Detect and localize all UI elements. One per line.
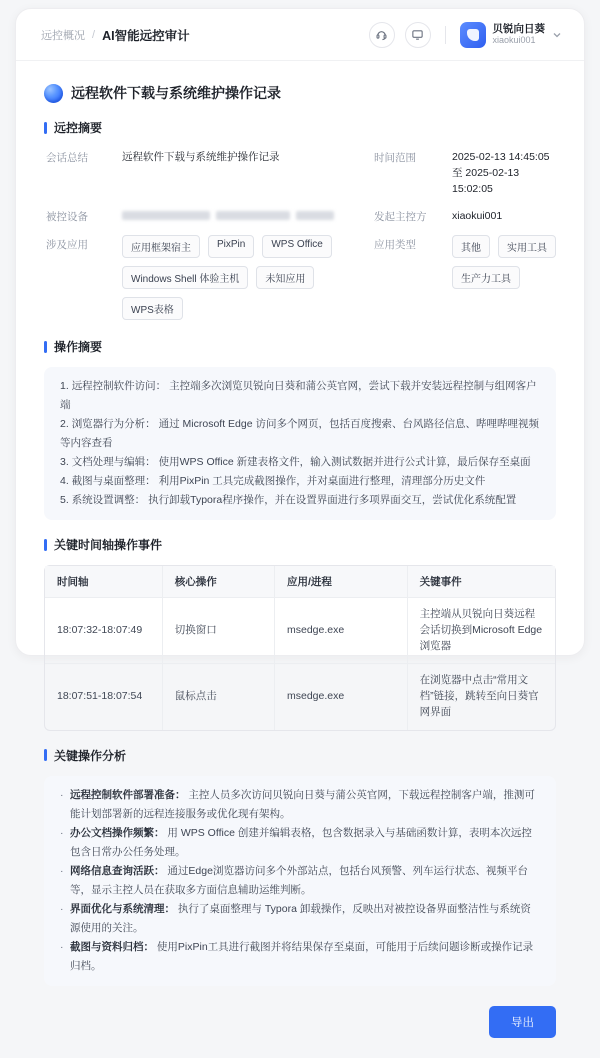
breadcrumb-remote-overview[interactable]: 远控概况 bbox=[41, 29, 85, 42]
section-accent-bar bbox=[44, 122, 47, 134]
app-tag: 未知应用 bbox=[256, 266, 314, 289]
value-initiator: xiaokui001 bbox=[452, 210, 503, 223]
table-row bbox=[45, 598, 555, 664]
operation-item: 2. 浏览器行为分析： 通过 Microsoft Edge 访问多个网页，包括百度搜索、台风路径信息、哔哩哔哩视频等内容查看 bbox=[60, 418, 539, 449]
report-content bbox=[16, 61, 584, 1058]
cell-process: msedge.exe bbox=[274, 598, 407, 664]
page-title: 远程软件下载与系统维护操作记录 bbox=[71, 85, 281, 101]
page-title-row bbox=[44, 83, 556, 103]
analysis-box bbox=[44, 776, 556, 986]
timeline-table bbox=[44, 565, 556, 731]
operation-summary-box bbox=[44, 367, 556, 520]
breadcrumb-separator: / bbox=[92, 28, 96, 41]
table-row bbox=[45, 664, 555, 730]
section-timeline-events: 关键时间轴操作事件 bbox=[44, 536, 556, 553]
analysis-item: · 办公文档操作频繁： 用 WPS Office 创建并编辑表格，包含数据录入与基础函数计算，表明本次远控包含日常办公任务处理。 bbox=[60, 826, 532, 858]
col-core-action: 核心操作 bbox=[162, 566, 274, 598]
analysis-item: · 界面优化与系统清理： 执行了桌面整理与 Typora 卸载操作，反映出对被控设备界面整洁性与系统资源使用的关注。 bbox=[60, 902, 531, 934]
export-button[interactable]: 导出 bbox=[489, 1006, 556, 1038]
main-card bbox=[15, 8, 585, 1029]
analysis-item: · 远程控制软件部署准备： 主控人员多次访问贝锐向日葵与蒲公英官网，下载远程控制客户端，推测可能计划部署新的远程连接服务或优化现有架构。 bbox=[60, 788, 535, 820]
summary-fields bbox=[46, 148, 556, 320]
controlled-device-redacted bbox=[122, 207, 360, 220]
involved-apps-tags bbox=[122, 235, 360, 320]
sunflower-logo-icon bbox=[467, 29, 479, 41]
section-accent-bar bbox=[44, 341, 47, 353]
ai-globe-icon bbox=[44, 84, 63, 103]
app-tag: WPS Office bbox=[262, 235, 332, 258]
value-session-summary: 远程软件下载与系统维护操作记录 bbox=[122, 151, 280, 163]
top-header bbox=[16, 9, 584, 61]
cell-event: 在浏览器中点击“常用文档”链接，跳转至向日葵官网界面 bbox=[407, 664, 555, 730]
headset-icon bbox=[375, 28, 388, 41]
operation-item: 3. 文档处理与编辑： 使用WPS Office 新建表格文件，输入测试数据并进行公式计算，最后保存至桌面 bbox=[60, 456, 531, 468]
user-menu[interactable] bbox=[460, 22, 563, 48]
value-time-range: 2025-02-13 14:45:05 至 2025-02-13 15:02:05 bbox=[452, 151, 550, 195]
user-name: 贝锐向日葵 bbox=[492, 23, 545, 36]
label-controlled-device: 被控设备 bbox=[46, 211, 88, 224]
monitor-icon bbox=[411, 28, 424, 41]
operation-item: 1. 远程控制软件访问： 主控端多次浏览贝锐向日葵和蒲公英官网，尝试下载并安装远程控制与组网客户端 bbox=[60, 380, 537, 411]
col-app-process: 应用/进程 bbox=[274, 566, 407, 598]
label-app-type: 应用类型 bbox=[374, 239, 416, 251]
cell-event: 主控端从贝锐向日葵远程会话切换到Microsoft Edge浏览器 bbox=[407, 598, 555, 664]
section-key-analysis: 关键操作分析 bbox=[44, 747, 556, 764]
app-tag: Windows Shell 体验主机 bbox=[122, 266, 248, 289]
chevron-down-icon bbox=[552, 30, 562, 40]
analysis-item: · 截图与资料归档： 使用PixPin工具进行截图并将结果保存至桌面，可能用于后续问题诊断或操作记录归档。 bbox=[60, 940, 534, 972]
operation-item: 4. 截图与桌面整理： 利用PixPin 工具完成截图操作，并对桌面进行整理，清理部分历史文件 bbox=[60, 475, 486, 487]
footer-actions bbox=[44, 1002, 556, 1058]
col-timeline: 时间轴 bbox=[45, 566, 162, 598]
breadcrumb-current-page: AI智能远控审计 bbox=[102, 28, 190, 43]
cell-action: 切换窗口 bbox=[162, 598, 274, 664]
label-involved-apps: 涉及应用 bbox=[46, 239, 88, 251]
header-actions bbox=[369, 22, 563, 48]
operation-item: 5. 系统设置调整： 执行卸载Typora程序操作，并在设置界面进行多项界面交互，尝试优化系统配置 bbox=[60, 494, 517, 506]
header-divider bbox=[445, 26, 446, 44]
avatar bbox=[460, 22, 486, 48]
breadcrumb bbox=[41, 26, 369, 44]
label-session-summary: 会话总结 bbox=[46, 152, 88, 164]
cell-action: 鼠标点击 bbox=[162, 664, 274, 730]
table-header-row bbox=[45, 566, 555, 598]
app-tag: 应用框架宿主 bbox=[122, 235, 200, 258]
section-accent-bar bbox=[44, 539, 47, 551]
col-key-event: 关键事件 bbox=[407, 566, 555, 598]
headset-support-button[interactable] bbox=[369, 22, 395, 48]
app-type-tag: 生产力工具 bbox=[452, 266, 520, 289]
user-meta bbox=[493, 23, 546, 45]
cell-process: msedge.exe bbox=[274, 664, 407, 730]
section-remote-summary: 远控摘要 bbox=[44, 119, 556, 136]
cell-time: 18:07:51-18:07:54 bbox=[45, 664, 162, 730]
analysis-item: · 网络信息查询活跃： 通过Edge浏览器访问多个外部站点，包括台风预警、列车运行状态、视频平台等，显示主控人员在获取多方面信息辅助运维判断。 bbox=[60, 864, 528, 896]
app-tag: PixPin bbox=[208, 235, 254, 258]
app-type-tags bbox=[452, 235, 556, 289]
cell-time: 18:07:32-18:07:49 bbox=[45, 598, 162, 664]
section-accent-bar bbox=[44, 749, 47, 761]
app-type-tag: 实用工具 bbox=[498, 235, 556, 258]
user-account: xiaokui001 bbox=[492, 35, 536, 46]
label-initiator: 发起主控方 bbox=[374, 211, 427, 224]
monitor-button[interactable] bbox=[405, 22, 431, 48]
app-tag: WPS表格 bbox=[122, 297, 183, 320]
label-time-range: 时间范围 bbox=[374, 152, 416, 164]
app-type-tag: 其他 bbox=[452, 235, 490, 258]
section-operation-summary: 操作摘要 bbox=[44, 338, 556, 355]
